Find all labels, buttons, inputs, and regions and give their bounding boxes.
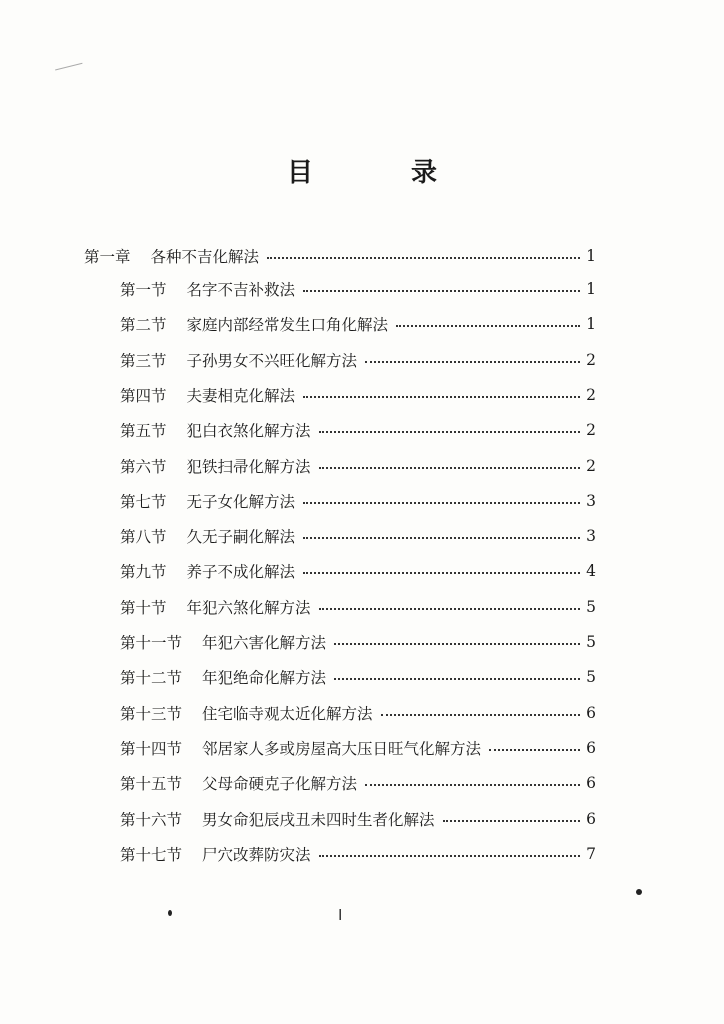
section-title: 养子不成化解法 <box>186 563 296 582</box>
section-number: 第十节 <box>120 598 167 617</box>
dot-leader <box>319 467 580 469</box>
dot-leader <box>489 749 580 751</box>
dot-leader <box>381 714 580 716</box>
section-page: 2 <box>586 421 596 440</box>
toc-section-row <box>120 628 596 656</box>
dot-leader <box>334 643 580 645</box>
section-page: 2 <box>586 456 596 475</box>
section-page: 4 <box>586 562 596 581</box>
section-number: 第十七节 <box>120 845 183 864</box>
section-number: 第十二节 <box>120 669 183 688</box>
footer-page-number: I <box>338 906 343 924</box>
toc-section-row <box>120 699 596 727</box>
section-number: 第一节 <box>120 281 167 299</box>
section-page: 5 <box>586 597 596 616</box>
section-page: 3 <box>586 491 596 510</box>
toc-section-row <box>120 346 596 374</box>
toc-section-row <box>120 840 596 868</box>
section-title: 犯铁扫帚化解方法 <box>186 457 311 476</box>
dot-leader <box>303 502 580 504</box>
section-number: 第十一节 <box>120 634 183 652</box>
dot-leader <box>303 572 580 574</box>
section-page: 5 <box>586 668 596 687</box>
toc-section-row <box>120 593 596 621</box>
section-page: 6 <box>586 703 596 722</box>
section-number: 第三节 <box>120 351 167 370</box>
section-title: 名字不吉补救法 <box>186 281 296 299</box>
section-title: 住宅临寺观太近化解方法 <box>202 704 373 723</box>
section-title: 年犯六煞化解方法 <box>186 598 311 617</box>
toc-chapter-row <box>84 242 596 270</box>
section-page: 1 <box>586 280 596 298</box>
section-page: 5 <box>586 633 596 651</box>
section-number: 第十三节 <box>120 704 183 723</box>
section-title: 父母命硬克子化解方法 <box>202 775 358 794</box>
toc-section-row <box>120 734 596 762</box>
section-title: 家庭内部经常发生口角化解法 <box>186 316 389 335</box>
section-title: 尸穴改葬防灾法 <box>202 845 311 864</box>
chapter-title: 各种不吉化解法 <box>150 248 260 266</box>
section-number: 第八节 <box>120 528 167 547</box>
section-number: 第十六节 <box>120 810 183 829</box>
section-number: 第五节 <box>120 422 167 441</box>
dot-leader <box>267 257 580 259</box>
dot-leader <box>334 678 580 680</box>
section-title: 夫妻相克化解法 <box>186 386 296 405</box>
section-number: 第九节 <box>120 563 167 582</box>
section-page: 6 <box>586 774 596 793</box>
dot-leader <box>319 855 580 857</box>
toc-section-row <box>120 275 596 303</box>
section-page: 7 <box>586 844 596 863</box>
dot-leader <box>443 820 580 822</box>
dot-leader <box>396 325 580 327</box>
section-title: 年犯绝命化解方法 <box>202 669 327 688</box>
toc-section-row <box>120 310 596 338</box>
dot-leader <box>303 396 580 398</box>
chapter-number: 第一章 <box>84 248 131 266</box>
toc-section-row <box>120 663 596 691</box>
dot-leader <box>319 431 580 433</box>
chapter-page: 1 <box>586 247 596 265</box>
dot-leader <box>319 608 580 610</box>
dot-leader <box>365 784 580 786</box>
section-title: 无子女化解方法 <box>186 492 296 511</box>
section-number: 第六节 <box>120 457 167 476</box>
section-title: 子孙男女不兴旺化解方法 <box>186 351 358 370</box>
scan-speck <box>168 910 172 916</box>
toc-section-row <box>120 769 596 797</box>
section-number: 第十四节 <box>120 739 183 758</box>
toc-section-row <box>120 452 596 480</box>
section-page: 2 <box>586 385 596 404</box>
scan-smudge <box>55 63 85 80</box>
section-number: 第四节 <box>120 386 167 405</box>
section-number: 第十五节 <box>120 775 183 794</box>
toc-section-row <box>120 416 596 444</box>
dot-leader <box>303 290 580 292</box>
page-title: 目 录 <box>286 158 473 188</box>
section-title: 犯白衣煞化解方法 <box>186 422 311 441</box>
section-title: 久无子嗣化解法 <box>186 528 296 547</box>
toc-section-row <box>120 557 596 585</box>
section-title: 年犯六害化解方法 <box>202 634 327 652</box>
section-title: 男女命犯辰戌丑未四时生者化解法 <box>202 810 435 829</box>
toc-section-row <box>120 522 596 550</box>
section-title: 邻居家人多或房屋高大压日旺气化解方法 <box>202 739 482 758</box>
section-number: 第七节 <box>120 492 167 511</box>
scan-speck <box>636 889 642 895</box>
toc-section-row <box>120 805 596 833</box>
section-page: 6 <box>586 809 596 828</box>
toc-section-row <box>120 381 596 409</box>
dot-leader <box>365 361 580 363</box>
section-page: 2 <box>586 350 596 369</box>
section-page: 6 <box>586 738 596 757</box>
dot-leader <box>303 537 580 539</box>
section-number: 第二节 <box>120 316 167 335</box>
section-page: 1 <box>586 315 596 334</box>
section-page: 3 <box>586 527 596 546</box>
toc-section-row <box>120 487 596 515</box>
